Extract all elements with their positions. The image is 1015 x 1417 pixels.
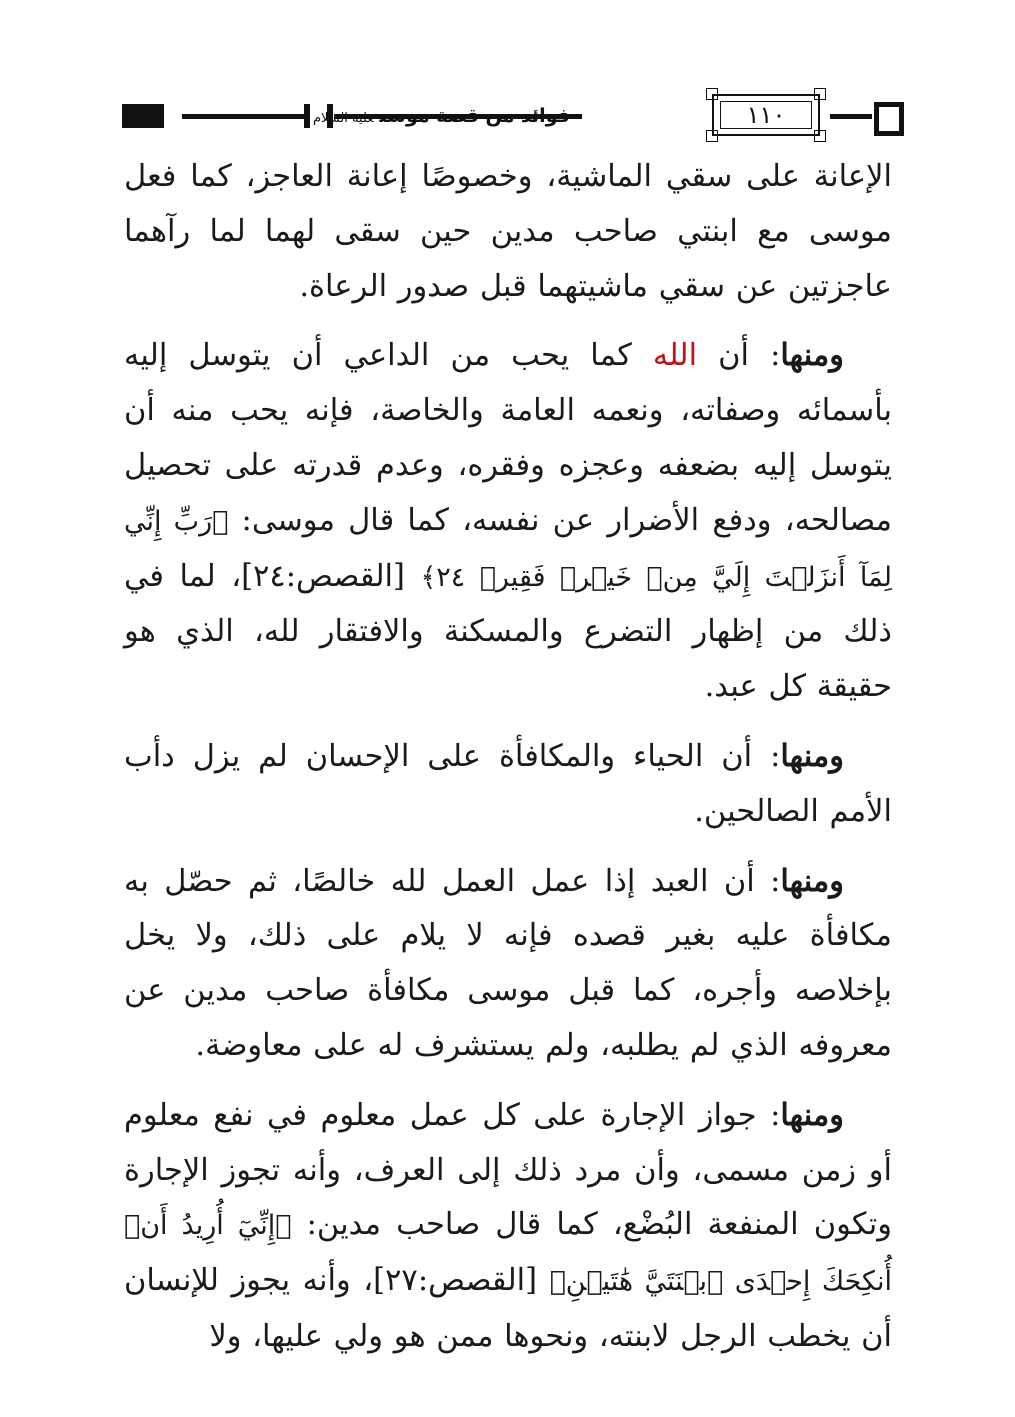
paragraph	[124, 729, 892, 840]
running-title	[312, 100, 570, 132]
paragraph	[124, 854, 892, 1074]
paragraph-text: : أن الحياء والمكافأة على الإحسان لم يزل دأب الأمم الصالحين.	[124, 738, 892, 829]
quran-verse: ﴿إِنِّيٓ أُرِيدُ أَنۡ أُنكِحَكَ إِحۡدَى ٱبۡنَتَيَّ هَٰتَيۡنِ﴾	[124, 1210, 892, 1298]
running-title-text: فوائد من قصة موسى	[379, 105, 570, 127]
paragraph-lead: ومنها	[780, 1096, 844, 1133]
page-body	[124, 150, 892, 1379]
header-ornament-square-right	[874, 102, 904, 136]
paragraph-text: كما يحب من الداعي أن يتوسل إليه بأسمائه وصفاته، ونعمه العامة والخاصة، فإنه يحب منه أن يتوسل إليه بضعفه وعجزه وفقره، وعدم قدرته على تحصيل مصالحه، ودفع الأضرار عن نفسه، كما قال موسى:	[124, 338, 892, 538]
paragraph-lead: ومنها	[780, 862, 844, 899]
honorific-text: عليه السلام	[312, 111, 374, 126]
page-header	[122, 92, 894, 140]
paragraph	[124, 328, 892, 715]
header-ornament-block-left	[122, 104, 164, 128]
paragraph-text: : أن	[697, 338, 781, 374]
paragraph-lead: ومنها	[780, 337, 844, 374]
header-ornament-bar	[304, 104, 310, 128]
paragraph-text: : جواز الإجارة على كل عمل معلوم في نفع معلوم أو زمن مسمى، وأن مرد ذلك إلى العرف، وأنه تجوز الإجارة وتكون المنفعة البُضْع، كما قال صاحب مدين:	[124, 1097, 892, 1243]
paragraph-text: [القصص:٢٤]، لما في ذلك من إظهار التضرع والمسكنة والافتقار لله، الذي هو حقيقة كل عبد.	[124, 558, 892, 705]
header-rule-right	[830, 114, 872, 119]
paragraph-lead: ومنها	[780, 737, 844, 774]
page-number: ١١٠	[746, 101, 786, 129]
page-number-frame	[712, 94, 820, 136]
quran-verse: ﴿رَبِّ إِنِّي لِمَآ أَنزَلۡتَ إِلَيَّ مِنۡ خَيۡرٖ فَقِيرٞ ٢٤﴾	[124, 505, 892, 593]
header-rule-left	[182, 114, 304, 119]
paragraph	[124, 150, 892, 314]
paragraph-text: الإعانة على سقي الماشية، وخصوصًا إعانة العاجز، كما فعل موسى مع ابنتي صاحب مدين حين سقى لهما لما رآهما عاجزتين عن سقي ماشيتهما قبل صدور الرعاة.	[124, 159, 892, 304]
paragraph-text: [القصص:٢٧]، وأنه يجوز للإنسان أن يخطب الرجل لابنته، ونحوها ممن هو ولي عليها، ولا	[124, 1263, 892, 1354]
divine-name: الله	[652, 338, 698, 374]
paragraph	[124, 1088, 892, 1365]
paragraph-text: : أن العبد إذا عمل العمل لله خالصًا، ثم حصّل به مكافأة عليه بغير قصده فإنه لا يلام على ذلك، ولا يخل بإخلاصه وأجره، كما قبل موسى مكافأة صاحب مدين عن معروفه الذي لم يطلبه، ولم يستشرف له على معاوضة.	[124, 863, 892, 1063]
